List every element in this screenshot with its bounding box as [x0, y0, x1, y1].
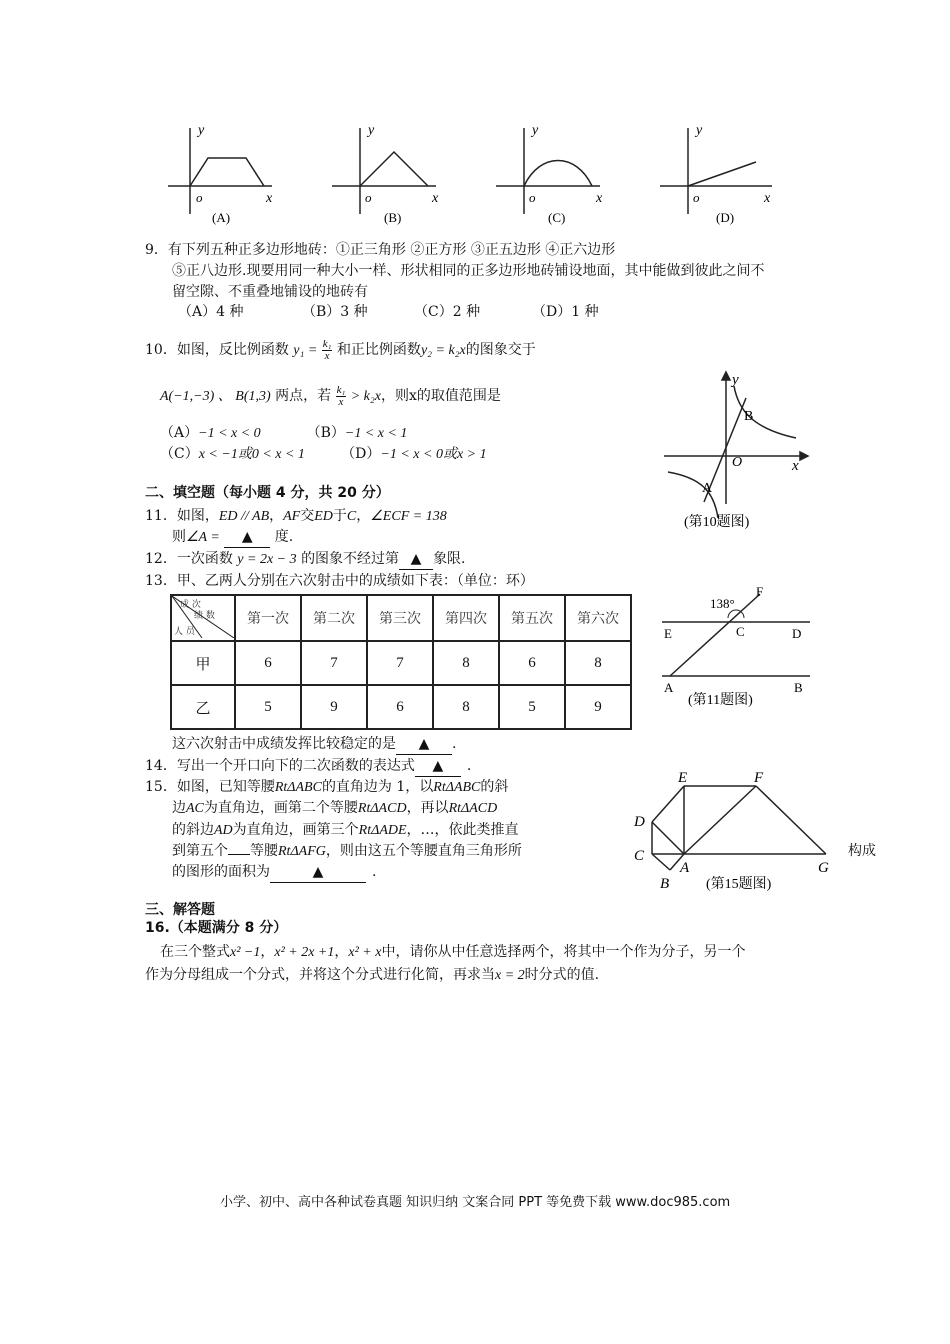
q11-sep2: ，	[356, 508, 371, 524]
q13-row1-v5: 6	[499, 641, 565, 685]
graph-b-label: (B)	[384, 210, 402, 225]
graph-c-o: o	[529, 190, 536, 205]
q12-answer-blank[interactable]: ▲	[399, 549, 433, 570]
q15-l4a: 到第五个	[172, 843, 228, 859]
q15-fig-c: C	[634, 848, 645, 864]
q16-heading: 16.（本题满分 8 分）	[145, 920, 288, 936]
q13-after-end: .	[452, 736, 457, 752]
q16-l2a: 作为分母组成一个分式，并将这个分式进行化简，再求当	[145, 967, 495, 983]
q11-fig-angle: 138°	[710, 596, 735, 611]
q13-header-6: 第六次	[565, 595, 631, 641]
graph-d-x: x	[764, 191, 771, 206]
q10-ineq-frac	[336, 385, 347, 408]
q13-row2-v6: 9	[565, 685, 631, 729]
q10-points: A(−1,−3) 、 B(1,3)	[160, 389, 271, 404]
q15-fig-g: G	[818, 860, 829, 876]
q11-angle: ∠A =	[186, 530, 220, 545]
q10-line2	[160, 382, 501, 411]
q10-frac-num: k₁	[322, 337, 332, 350]
q9-option-d: （D）1 种	[532, 304, 599, 320]
q10-fig-b: B	[744, 409, 754, 424]
q13-row1-v4: 8	[433, 641, 499, 685]
q13-header-4: 第四次	[433, 595, 499, 641]
q11-figure	[660, 584, 820, 714]
q11-fig-b: B	[794, 680, 803, 695]
q15-l1m2: RtΔABC	[433, 780, 481, 795]
graph-b-x: x	[432, 191, 439, 206]
q15-line2	[172, 798, 497, 819]
q15-line4	[172, 841, 522, 862]
q10-ineq-den: x	[338, 395, 344, 408]
option-graphs	[160, 118, 790, 228]
q13-score-table	[170, 594, 632, 730]
q11-yu: 于	[332, 508, 347, 524]
graph-d-y: y	[696, 123, 703, 138]
q11-cond3: ED	[314, 509, 333, 524]
q10-ineq-rhs: > k₂x	[350, 389, 381, 404]
q16-e3: x² + x	[348, 945, 382, 960]
q13-row2-v3: 6	[367, 685, 433, 729]
q12-text-c: 象限.	[433, 551, 466, 567]
graph-b-o: o	[365, 190, 372, 205]
q15-fig-b: B	[660, 876, 670, 892]
q10-opt-c-label: （C）	[160, 446, 199, 462]
q13-corner-mid: 绩 数	[194, 611, 215, 621]
graph-a	[168, 128, 272, 214]
q9-options	[178, 302, 599, 322]
q10-frac-den: x	[324, 349, 330, 362]
table-row	[171, 641, 631, 685]
q12-line	[145, 549, 466, 570]
q10-tail: 的图象交于	[465, 342, 536, 358]
q11-fig-caption: (第11题图)	[688, 693, 753, 708]
q16-line2	[145, 965, 599, 986]
q15-l3c: ，…，依此类推直	[406, 822, 519, 838]
graph-d-o: o	[693, 190, 700, 205]
q14-number: 14．	[145, 758, 177, 774]
graph-c-x: x	[596, 191, 603, 206]
q13-row2-v2: 9	[301, 685, 367, 729]
graph-d	[660, 128, 772, 214]
q15-seg-bc	[652, 854, 670, 870]
q15-l2m3: RtΔACD	[448, 801, 498, 816]
q9-option-b: （B）3 种	[302, 304, 368, 320]
q15-seg-de	[652, 786, 684, 822]
q11-fig-e: E	[664, 626, 672, 641]
q16-l1a: 在三个整式	[160, 944, 230, 960]
graph-b	[332, 128, 436, 214]
q13-answer-blank[interactable]: ▲	[396, 734, 452, 755]
q13-text: 甲、乙两人分别在六次射击中的成绩如下表：（单位：环）	[176, 573, 534, 589]
q13-after-text: 这六次射击中成绩发挥比较稳定的是	[172, 736, 396, 752]
q9-number: 9．	[145, 242, 168, 258]
q16-l2b: 时分式的值.	[524, 967, 600, 983]
q10-opt-d-label: （D）	[341, 446, 381, 462]
q15-fig-caption: (第15题图)	[706, 877, 772, 892]
q15-l5a: 的图形的面积为	[172, 864, 270, 880]
graph-b-y: y	[368, 123, 375, 138]
graph-c	[496, 128, 600, 214]
q11-cond4: C	[346, 509, 357, 524]
q11-text1: 如图，	[176, 508, 219, 524]
q10-intro: 如图，反比例函数	[176, 342, 289, 358]
q15-seg-af	[684, 786, 756, 854]
q16-s1: ，	[260, 944, 275, 960]
page-footer: 小学、初中、高中各种试卷真题 知识归纳 文案合同 PPT 等免费下载 www.doc985.com	[220, 1195, 731, 1210]
graph-d-label: (D)	[716, 210, 735, 225]
q10-line1	[145, 336, 536, 365]
q13-corner-top: 成 次	[180, 600, 201, 610]
q14-line	[145, 756, 471, 777]
q11-cond5: ∠ECF = 138	[370, 509, 447, 524]
q16-e4: x = 2	[495, 968, 525, 983]
q10-options-cd	[160, 444, 487, 465]
q11-unit: 度.	[274, 529, 294, 545]
q13-after-line	[172, 734, 456, 755]
q15-seg-da	[652, 822, 684, 854]
q10-y1: y₁ =	[293, 343, 318, 358]
q15-l1c: 的斜	[480, 779, 509, 795]
q10-figure	[660, 368, 820, 538]
q11-number: 11．	[145, 508, 177, 524]
q15-l1m1: RtΔABC	[274, 780, 322, 795]
q11-answer-blank[interactable]: ▲	[224, 527, 270, 548]
q10-fig-x: x	[792, 458, 799, 474]
q15-l4-blank	[228, 854, 250, 855]
q9-line1	[145, 240, 615, 260]
graph-a-x: x	[266, 191, 273, 206]
q11-fig-a: A	[664, 680, 674, 695]
q13-line	[145, 571, 534, 591]
q15-l4c: ，则由这五个等腰直角三角形所	[325, 843, 522, 859]
q10-opt-d: −1 < x < 0或x > 1	[380, 447, 487, 462]
q15-l2a: 边	[172, 800, 186, 816]
q16-line1	[160, 942, 745, 963]
graph-c-label: (C)	[548, 210, 566, 225]
q11-then: 则	[172, 529, 186, 545]
q10-fraction	[322, 339, 333, 362]
q15-l3m1: AD	[214, 823, 233, 838]
q10-fig-caption: (第10题图)	[684, 515, 750, 530]
q10-opt-b: −1 < x < 1	[344, 426, 408, 441]
q15-number: 15．	[145, 779, 177, 795]
q13-header-1: 第一次	[235, 595, 301, 641]
q15-l4m1: RtΔAFG	[278, 844, 326, 859]
q14-answer-blank[interactable]: ▲	[415, 756, 461, 777]
q10-y2: y₂ = k₂x	[420, 343, 466, 358]
q15-goucheng: 构成	[848, 843, 876, 859]
q13-row2-v5: 5	[499, 685, 565, 729]
q13-header-row	[171, 595, 631, 641]
q12-text-b: 的图象不经过第	[301, 551, 400, 567]
q15-l3b: 为直角边，画第三个	[232, 822, 359, 838]
q10-fig-a: A	[702, 481, 713, 496]
q15-l2c: ，再以	[406, 800, 449, 816]
graph-a-o: o	[196, 190, 203, 205]
q16-e1: x² −1	[230, 945, 261, 960]
q11-line2	[172, 527, 293, 548]
section2-heading: 二、填空题（每小题 4 分，共 20 分）	[145, 485, 390, 501]
q14-text: 写出一个开口向下的二次函数的表达式	[176, 758, 415, 774]
q9-line2: ⑤正八边形.现要用同一种大小一样、形状相同的正多边形地砖铺设地面，其中能做到彼此之间不	[172, 263, 765, 279]
q15-l2m2: RtΔACD	[357, 801, 407, 816]
graph-a-y: y	[198, 123, 205, 138]
q13-row1-v6: 8	[565, 641, 631, 685]
section3-heading: 三、解答题	[145, 902, 215, 918]
q11-sep1: ，	[269, 508, 284, 524]
q15-line1	[145, 777, 508, 798]
q13-corner-cell	[171, 595, 235, 641]
q13-header-3: 第三次	[367, 595, 433, 641]
q10-x-arrow	[800, 452, 808, 460]
q15-l4b: 等腰	[250, 843, 278, 859]
graph-a-label: (A)	[212, 210, 231, 225]
table-row	[171, 685, 631, 729]
q15-l5b: .	[372, 864, 377, 880]
q9-text1: 有下列五种正多边形地砖：①正三角形 ②正方形 ③正五边形 ④正六边形	[167, 242, 616, 258]
q11-fig-f: F	[756, 584, 764, 599]
q15-l1a: 如图，已知等腰	[176, 779, 275, 795]
q16-e2: x² + 2x +1	[274, 945, 335, 960]
q10-fig-y: y	[732, 372, 739, 388]
q15-line5	[172, 862, 376, 883]
q13-header-2: 第二次	[301, 595, 367, 641]
q10-y-arrow	[722, 372, 730, 380]
q10-opt-a-label: （A）	[160, 425, 199, 441]
q15-figure	[630, 766, 840, 896]
q13-row1-name: 甲	[171, 641, 235, 685]
q9-option-c: （C）2 种	[414, 304, 481, 320]
q11-cond1: ED // AB	[218, 509, 270, 524]
q10-two-points: 两点，若	[275, 388, 332, 404]
q15-l2m1: AC	[186, 801, 204, 816]
q10-options-ab	[160, 423, 407, 444]
q12-text-a: 一次函数	[176, 551, 233, 567]
q16-s2: ，	[334, 944, 349, 960]
q15-line3	[172, 820, 519, 841]
q11-jiao: 交	[300, 508, 315, 524]
q10-opt-c: x < −1或0 < x < 1	[198, 447, 305, 462]
graph-c-y: y	[532, 123, 539, 138]
q15-fig-a: A	[680, 860, 690, 876]
q15-fig-d: D	[634, 814, 645, 830]
q10-ineq-num: k₁	[336, 383, 346, 396]
q13-row1-v2: 7	[301, 641, 367, 685]
q15-answer-blank[interactable]: ▲	[270, 862, 366, 883]
q15-l3m2: RtΔADE	[358, 823, 407, 838]
q13-row2-name: 乙	[171, 685, 235, 729]
q11-line1	[145, 506, 447, 527]
q13-row1-v3: 7	[367, 641, 433, 685]
q13-row2-v4: 8	[433, 685, 499, 729]
q13-header-5: 第五次	[499, 595, 565, 641]
q10-opt-b-label: （B）	[306, 425, 345, 441]
q10-mid: 和正比例函数	[336, 342, 421, 358]
q11-cond2: AF	[283, 509, 301, 524]
q9-line3: 留空隙、不重叠地铺设的地砖有	[172, 284, 368, 300]
q12-number: 12．	[145, 551, 177, 567]
q11-fig-c: C	[736, 624, 745, 639]
q15-seg-fg	[756, 786, 826, 854]
q10-ask: ，则x的取值范围是	[380, 388, 501, 404]
q15-l3a: 的斜边	[172, 822, 214, 838]
q11-fig-d: D	[792, 626, 802, 641]
q9-option-a: （A）4 种	[178, 304, 244, 320]
q16-l1b: 中，请你从中任意选择两个，将其中一个作为分子，另一个	[381, 944, 746, 960]
q15-l2b: 为直角边，画第二个等腰	[203, 800, 358, 816]
q14-end: .	[466, 758, 472, 774]
q10-opt-a: −1 < x < 0	[198, 426, 261, 441]
q13-number: 13．	[145, 573, 177, 589]
q10-fig-o: O	[732, 455, 743, 470]
q12-expr: y = 2x − 3	[237, 552, 297, 567]
q15-l1b: 的直角边为 1，以	[321, 779, 434, 795]
q13-row2-v1: 5	[235, 685, 301, 729]
q15-fig-f: F	[754, 770, 764, 786]
q13-row1-v1: 6	[235, 641, 301, 685]
q10-number: 10．	[145, 342, 177, 358]
q15-fig-e: E	[678, 770, 688, 786]
q13-corner-bot: 人 员	[174, 627, 195, 637]
